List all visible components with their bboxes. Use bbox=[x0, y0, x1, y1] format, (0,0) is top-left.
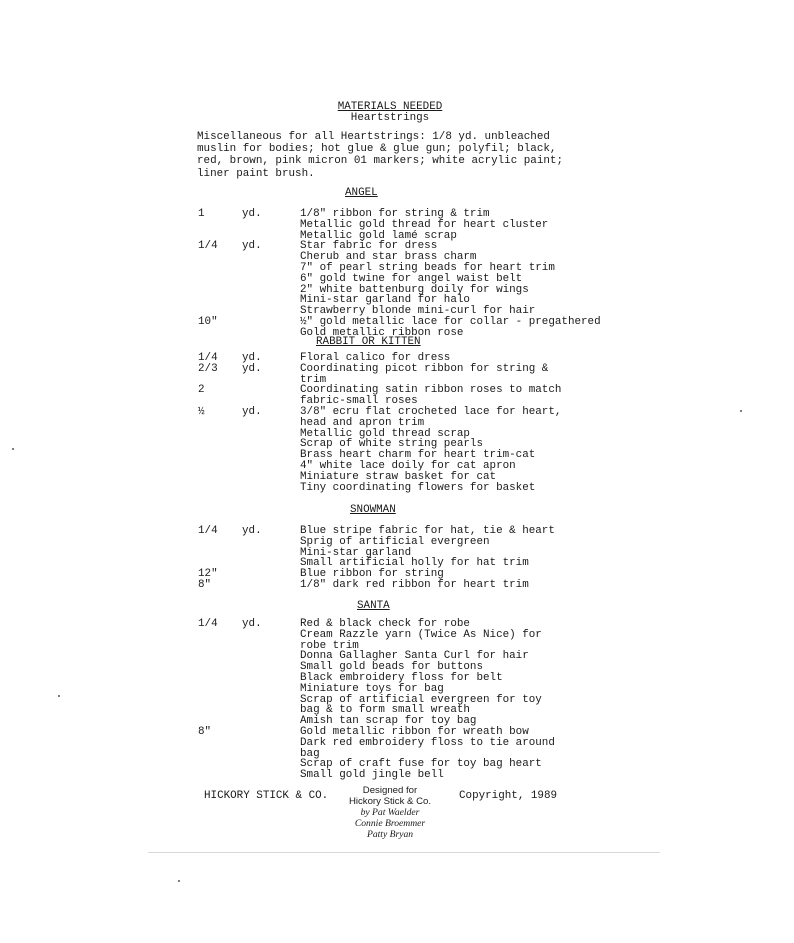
item-unit: yd. bbox=[242, 362, 262, 375]
item-unit: yd. bbox=[242, 240, 262, 253]
section-heading: SNOWMAN bbox=[350, 504, 396, 516]
item-description: Floral calico for dress bbox=[300, 352, 451, 364]
item-unit: yd. bbox=[242, 525, 262, 537]
item-description: Gold metallic ribbon for wreath bow bbox=[300, 726, 529, 738]
item-description: Sprig of artificial evergreen bbox=[300, 535, 490, 548]
item-description: bag bbox=[300, 747, 320, 760]
item-description: robe trim bbox=[300, 639, 359, 652]
item-description: Metallic gold thread scrap bbox=[300, 427, 470, 440]
item-quantity: 8" bbox=[198, 726, 212, 738]
item-description: bag & to form small wreath bbox=[300, 704, 470, 717]
scan-speck bbox=[58, 695, 60, 697]
item-quantity: 2/3 bbox=[198, 362, 218, 375]
item-description: Miniature straw basket for cat bbox=[300, 470, 497, 483]
page-subtitle: Heartstrings bbox=[350, 112, 430, 124]
item-unit: yd. bbox=[242, 406, 262, 418]
scan-speck bbox=[740, 410, 742, 412]
item-description: 6" gold twine for angel waist belt bbox=[300, 272, 523, 285]
section-heading: ANGEL bbox=[345, 187, 378, 199]
item-quantity: 1/4 bbox=[198, 352, 218, 364]
credit-line: Connie Broemmer bbox=[354, 818, 426, 829]
item-description: fabric-small roses bbox=[300, 395, 418, 408]
item-quantity: 8" bbox=[198, 579, 212, 591]
item-description: Blue stripe fabric for hat, tie & heart bbox=[300, 525, 555, 537]
item-unit: yd. bbox=[242, 208, 262, 220]
item-description: Scrap of artificial evergreen for toy bbox=[300, 693, 542, 706]
item-description: 1/8" dark red ribbon for heart trim bbox=[300, 579, 529, 591]
item-description: head and apron trim bbox=[300, 416, 425, 429]
credit-line: Hickory Stick & Co. bbox=[348, 796, 432, 807]
designer-credit bbox=[330, 785, 450, 840]
misc-line: muslin for bodies; hot glue & glue gun; polyfil; black, bbox=[197, 143, 557, 156]
item-quantity: 1/4 bbox=[198, 618, 218, 630]
item-description: Small artificial holly for hat trim bbox=[300, 557, 529, 570]
item-description: Donna Gallagher Santa Curl for hair bbox=[300, 650, 529, 663]
scan-speck bbox=[12, 448, 14, 450]
item-description: 1/8" ribbon for string & trim bbox=[300, 208, 490, 220]
item-quantity: 1/4 bbox=[198, 240, 218, 253]
item-description: Brass heart charm for heart trim-cat bbox=[300, 449, 536, 462]
item-description: 3/8" ecru flat crocheted lace for heart, bbox=[300, 406, 562, 418]
item-description: Small gold jingle bell bbox=[300, 769, 444, 782]
item-description: Mini-star garland bbox=[300, 546, 412, 559]
item-description: Cherub and star brass charm bbox=[300, 251, 477, 264]
section-heading: SANTA bbox=[357, 600, 390, 612]
item-description: Gold metallic ribbon rose bbox=[300, 326, 464, 339]
item-quantity: ½ bbox=[198, 406, 205, 418]
credit-line: Patty Bryan bbox=[366, 829, 414, 840]
company-name: HICKORY STICK & CO. bbox=[204, 790, 329, 802]
item-description: Strawberry blonde mini-curl for hair bbox=[300, 305, 536, 318]
misc-line: red, brown, pink micron 01 markers; white acrylic paint; bbox=[197, 155, 563, 168]
item-unit: yd. bbox=[242, 618, 262, 630]
item-description: ½" gold metallic lace for collar - pregathered bbox=[300, 316, 601, 328]
credit-line: by Pat Waelder bbox=[360, 807, 420, 818]
section-heading: RABBIT OR KITTEN bbox=[316, 336, 421, 348]
item-description: Dark red embroidery floss to tie around bbox=[300, 736, 555, 749]
item-description: Tiny coordinating flowers for basket bbox=[300, 481, 536, 494]
item-description: Metallic gold thread for heart cluster bbox=[300, 218, 549, 231]
page-title: MATERIALS NEEDED bbox=[337, 101, 443, 113]
item-quantity: 2 bbox=[198, 384, 205, 397]
item-quantity: 12" bbox=[198, 568, 218, 581]
misc-line: liner paint brush. bbox=[197, 167, 315, 180]
item-description: 2" white battenburg doily for wings bbox=[300, 283, 529, 296]
item-description: Coordinating satin ribbon roses to match bbox=[300, 384, 562, 397]
item-description: Amish tan scrap for toy bag bbox=[300, 715, 477, 728]
item-description: Blue ribbon for string bbox=[300, 568, 444, 581]
item-description: Red & black check for robe bbox=[300, 618, 470, 630]
misc-paragraph bbox=[197, 131, 597, 180]
item-quantity: 10" bbox=[198, 316, 218, 328]
item-description: Star fabric for dress bbox=[300, 240, 438, 253]
item-unit: yd. bbox=[242, 352, 262, 364]
item-description: 4" white lace doily for cat apron bbox=[300, 460, 516, 472]
item-description: Scrap of white string pearls bbox=[300, 438, 483, 451]
scan-speck bbox=[178, 880, 180, 882]
item-description: trim bbox=[300, 373, 327, 386]
item-description: 7" of pearl string beads for heart trim bbox=[300, 262, 555, 274]
item-description: Metallic gold lamé scrap bbox=[300, 229, 457, 242]
item-quantity: 1/4 bbox=[198, 525, 218, 537]
item-description: Miniature toys for bag bbox=[300, 682, 444, 695]
credit-line: Designed for bbox=[362, 785, 418, 796]
copyright-notice: Copyright, 1989 bbox=[459, 790, 558, 802]
item-description: Coordinating picot ribbon for string & bbox=[300, 362, 549, 375]
item-description: Scrap of craft fuse for toy bag heart bbox=[300, 758, 542, 771]
item-description: Mini-star garland for halo bbox=[300, 294, 470, 307]
page-edge-line bbox=[148, 852, 660, 853]
item-description: Cream Razzle yarn (Twice As Nice) for bbox=[300, 628, 542, 641]
item-description: Small gold beads for buttons bbox=[300, 661, 483, 674]
item-description: Black embroidery floss for belt bbox=[300, 672, 503, 684]
misc-line: Miscellaneous for all Heartstrings: 1/8 yd. unbleached bbox=[197, 131, 550, 143]
item-quantity: 1 bbox=[198, 208, 205, 220]
